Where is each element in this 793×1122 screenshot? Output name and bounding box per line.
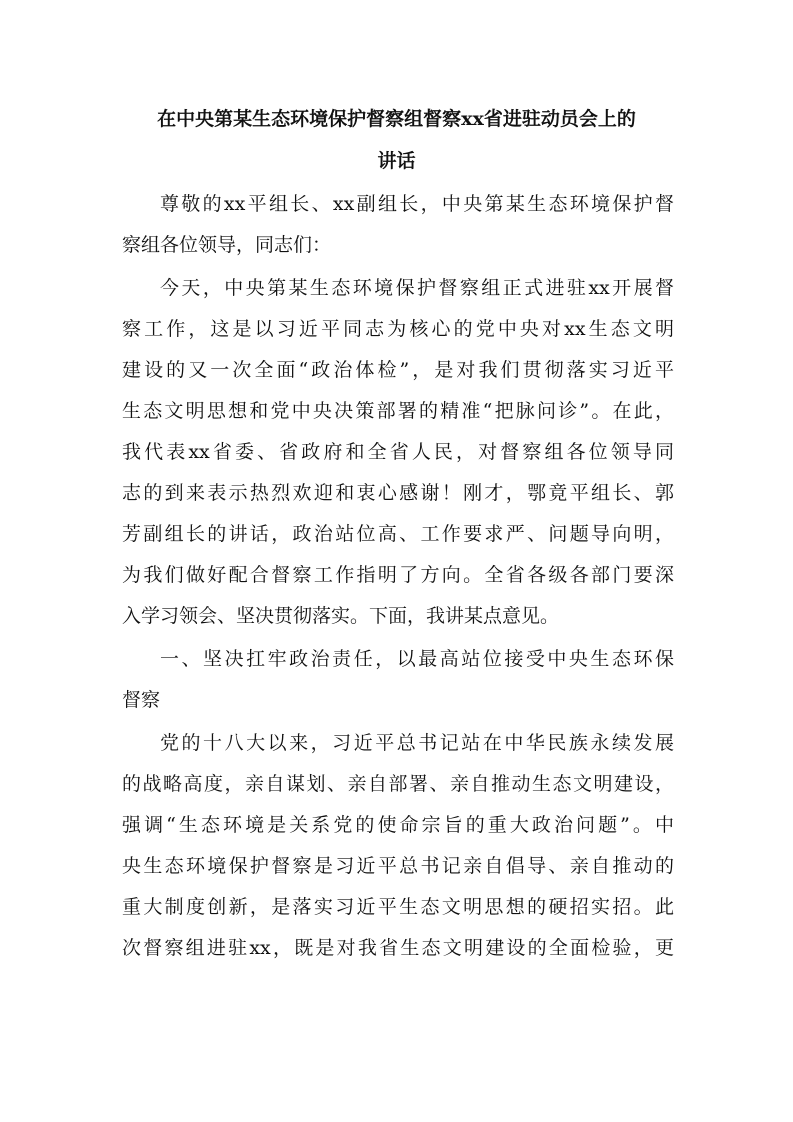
document-title-line-2: 讲话 [377,150,416,172]
paragraph-line: 入学习领会、坚决贯彻落实。下面，我讲某点意见。 [122,605,560,627]
document-title-line-1: 在中央第某生态环境保护督察组督察xx省进驻动员会上的 [157,108,636,130]
paragraph-line: 党的十八大以来，习近平总书记站在中华民族永续发展 [160,732,674,754]
paragraph-line: 今天，中央第某生态环境保护督察组正式进驻xx开展督 [160,277,674,299]
paragraph-line: 志的到来表示热烈欢迎和衷心感谢！刚才，鄂竟平组长、郭 [122,482,674,504]
paragraph-line: 建设的又一次全面“政治体检”，是对我们贯彻落实习近平 [122,359,674,381]
paragraph-line: 央生态环境保护督察是习近平总书记亲自倡导、亲自推动的 [122,855,674,877]
paragraph-line: 尊敬的xx平组长、xx副组长，中央第某生态环境保护督 [160,193,674,215]
paragraph-line: 生态文明思想和党中央决策部署的精准“把脉问诊”。在此， [122,400,674,422]
paragraph-line: 芳副组长的讲话，政治站位高、工作要求严、问题导向明， [122,523,674,545]
paragraph-line: 为我们做好配合督察工作指明了方向。全省各级各部门要深 [122,564,674,586]
paragraph-line: 察组各位领导，同志们： [122,234,332,256]
paragraph-line: 强调“生态环境是关系党的使命宗旨的重大政治问题”。中 [122,814,674,836]
paragraph-line: 次督察组进驻xx，既是对我省生态文明建设的全面检验，更 [122,937,674,959]
paragraph-line: 察工作，这是以习近平同志为核心的党中央对xx生态文明 [122,318,674,340]
section-heading-line: 一、坚决扛牢政治责任，以最高站位接受中央生态环保 [160,648,674,670]
paragraph-line: 我代表xx省委、省政府和全省人民，对督察组各位领导同 [122,441,674,463]
paragraph-line: 的战略高度，亲自谋划、亲自部署、亲自推动生态文明建设， [122,773,674,795]
paragraph-line: 重大制度创新，是落实习近平生态文明思想的硬招实招。此 [122,896,674,918]
section-heading-line: 督察 [122,689,161,711]
